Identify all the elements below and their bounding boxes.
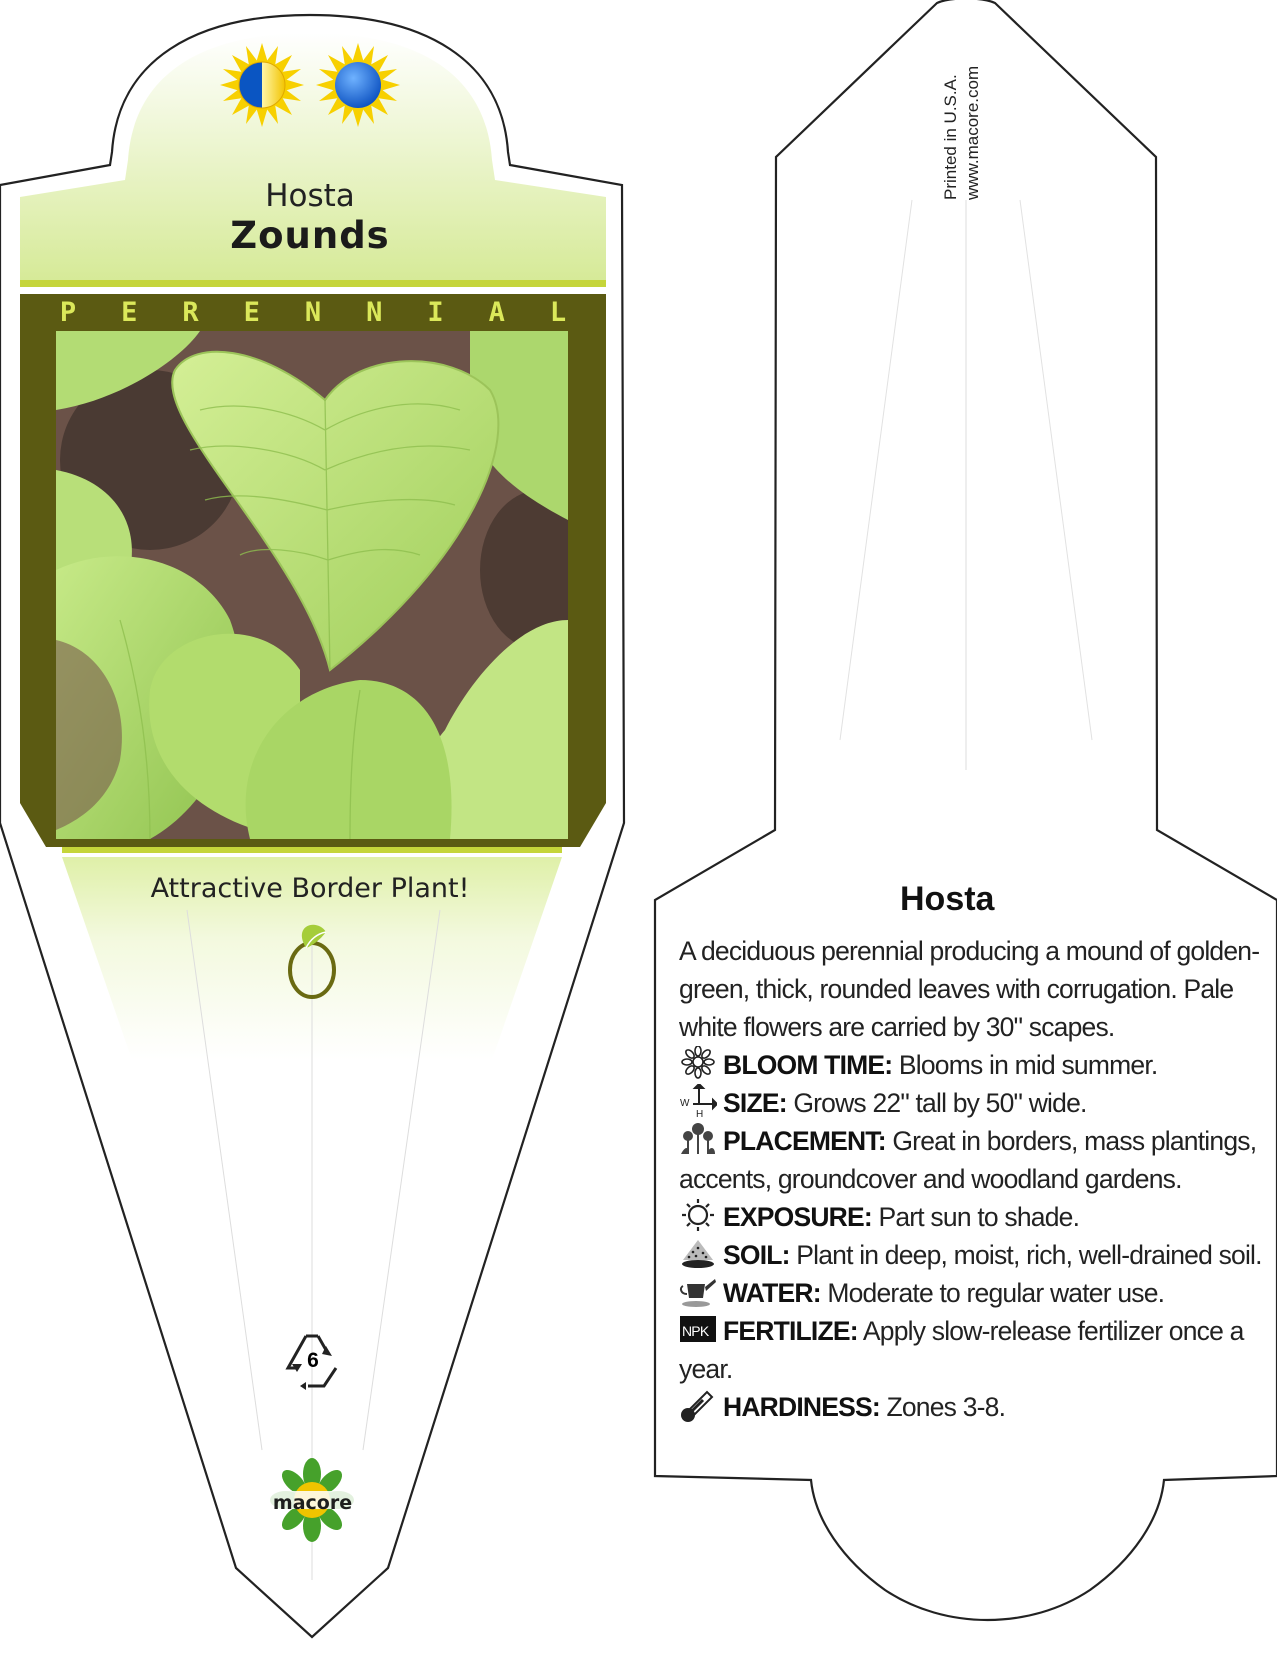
plant-description-block — [679, 932, 1264, 1426]
spec-placement — [679, 1122, 1264, 1198]
spec-label: SOIL: — [723, 1240, 790, 1270]
category-label — [58, 297, 568, 328]
category-letter: A — [488, 297, 505, 328]
spec-value: Apply slow-release fertilizer once a year. — [679, 1316, 1244, 1384]
category-letter: N — [304, 297, 322, 328]
recycle-number: 6 — [307, 1349, 319, 1372]
spec-value: Blooms in mid summer. — [898, 1050, 1158, 1080]
category-letter: N — [366, 297, 383, 328]
spec-value: Plant in deep, moist, rich, well-drained soil. — [796, 1240, 1262, 1270]
spec-label: EXPOSURE: — [723, 1202, 872, 1232]
tagline: Attractive Border Plant! — [150, 873, 470, 904]
plant-description: A deciduous perennial producing a mound of golden-green, thick, rounded leaves with corrugation. Pale white flowers are carried by 30" scapes. — [679, 936, 1260, 1042]
plant-genus: Hosta — [265, 178, 355, 214]
soil-icon — [679, 1236, 717, 1266]
plant-variety: Zounds — [230, 214, 390, 257]
spec-size — [679, 1084, 1264, 1122]
width-height-icon — [679, 1084, 717, 1118]
sun-outline-icon — [679, 1198, 717, 1228]
spec-label: PLACEMENT: — [723, 1126, 886, 1156]
spec-label: HARDINESS: — [723, 1392, 880, 1422]
spec-label: SIZE: — [723, 1088, 787, 1118]
part-sun-icon — [220, 43, 304, 127]
spec-label: WATER: — [723, 1278, 821, 1308]
category-letter: E — [121, 297, 138, 328]
spec-hardiness — [679, 1388, 1264, 1426]
spec-label: FERTILIZE: — [723, 1316, 858, 1346]
npk-icon — [679, 1312, 717, 1342]
spec-value: Part sun to shade. — [878, 1202, 1080, 1232]
category-letter: R — [182, 297, 199, 328]
back-title: Hosta — [900, 880, 995, 918]
category-letter: P — [59, 297, 77, 328]
thermometer-icon — [679, 1388, 717, 1418]
spec-fertilize — [679, 1312, 1264, 1388]
spec-value: Great in borders, mass plantings, accents, groundcover and woodland gardens. — [679, 1126, 1257, 1194]
brand-logo-text: macore — [272, 1492, 353, 1514]
spec-bloom-time — [679, 1046, 1264, 1084]
size-w-letter: W — [680, 1098, 689, 1109]
printed-in — [940, 66, 984, 200]
category-letter: L — [549, 297, 567, 328]
watering-can-icon — [679, 1274, 717, 1304]
placement-flowers-icon — [679, 1122, 717, 1152]
spec-value: Grows 22" tall by 50" wide. — [793, 1088, 1087, 1118]
website-line: www.macore.com — [963, 65, 982, 200]
spec-water — [679, 1274, 1264, 1312]
printed-line: Printed in U.S.A. — [941, 74, 960, 200]
size-h-letter: H — [696, 1109, 703, 1118]
flower-icon — [679, 1046, 717, 1076]
spec-soil — [679, 1236, 1264, 1274]
spec-exposure — [679, 1198, 1264, 1236]
category-letter: E — [243, 297, 260, 328]
npk-text: NPK — [682, 1323, 709, 1339]
spec-value: Zones 3-8. — [886, 1392, 1006, 1422]
category-letter: I — [427, 297, 444, 328]
shade-icon — [316, 43, 400, 127]
spec-value: Moderate to regular water use. — [827, 1278, 1165, 1308]
hosta-photo — [56, 331, 600, 839]
spec-label: BLOOM TIME: — [723, 1050, 893, 1080]
